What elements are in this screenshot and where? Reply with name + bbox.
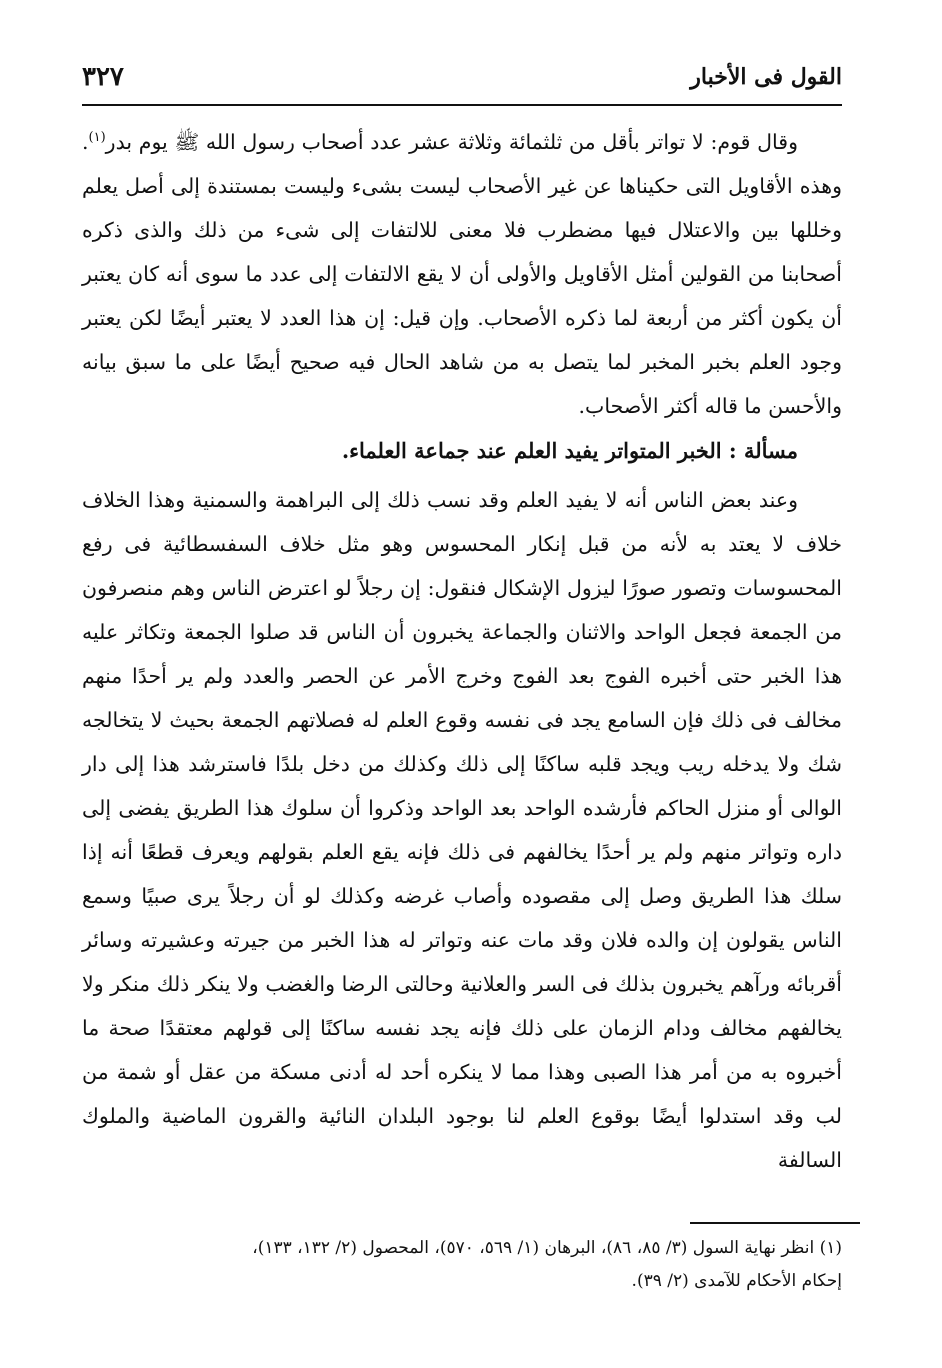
page-number: ٣٢٧ (82, 62, 124, 92)
header-divider (82, 104, 842, 106)
section-heading: مسألة : الخبر المتواتر يفيد العلم عند جماعة العلماء. (341, 438, 798, 463)
footnote-reference: (١) (88, 130, 106, 146)
paragraph-2: وعند بعض الناس أنه لا يفيد العلم وقد نسب ذلك إلى البراهمة والسمنية وهذا الخلاف خلاف لا يعتد به لأنه من قبل إنكار المحسوس وهو مثل خلاف السفسطائية فى رفع المحسوسات وتصور صورًا ليزول الإشكال فنقول: إن رجلاً لو اعترض الناس وهم منصرفون من الجمعة فجعل الواحد والاثنان والجماعة يخبرون أن الناس قد صلوا الجمعة وتكاثر عليه هذا الخبر حتى أخبره الفوج بعد الفوج وخرج الأمر عن الحصر والعدد ولم ير أحدًا منهم مخالف فى ذلك فإن السامع يجد فى نفسه وقوع العلم له فصلاتهم الجمعة بحيث لا يتخالجه شك ولا يدخله ريب ويجد قلبه ساكنًا إلى ذلك وكذلك من دخل بلدًا فاسترشد هذا إلى دار الوالى أو منزل الحاكم فأرشده الواحد بعد الواحد وذكروا أن سلوك هذا الطريق يفضى إلى داره وتواتر منهم ولم ير أحدًا يخالفهم فى ذلك فإنه يقع العلم بقولهم ويعرف قطعًا أنه إذا سلك هذا الطريق وصل إلى مقصوده وأصاب غرضه وكذلك لو أن رجلاً يرى صبيًا وسمع الناس يقولون إن والده فلان وقد مات عنه وتواتر له هذا الخبر من جيرته وعشيرته وسائر أقربائه ورآهم يخبرون بذلك فى السر والعلانية وحالتى الرضا والغضب ولا ينكر ذلك منكر ولا يخالفهم مخالف ودام الزمان على ذلك فإنه يجد نفسه ساكنًا إلى قولهم معتقدًا صحة ما أخبروه به من أمر هذا الصبى وهذا مما لا ينكره أحد له أدنى مسكة من عقل أو شمة من لب وقد استدلوا أيضًا بوقوع العلم لنا بوجود البلدان النائية والقرون الماضية والملوك السالفة (82, 488, 842, 1172)
running-title: القول فى الأخبار (690, 64, 842, 90)
footnote-1-line-2: إحكام الأحكام للآمدى (٢/ ٣٩). (631, 1271, 842, 1291)
paragraph-1-part-b: . وهذه الأقاويل التى حكيناها عن غير الأصحاب ليست بشىء وليست بمستندة إلى أصل يعلم وخللها بين والاعتلال فيها مضطرب فلا معنى للالتفات إلى شىء من ذلك والذى ذكره أصحابنا من القولين أمثل الأقاويل والأولى أن لا يقع الالتفات إلى عدد ما سوى أنه كان يعتبر أن يكون أكثر من أربعة لما ذكره الأصحاب. وإن قيل: إن هذا العدد لا يعتبر أيضًا لكن يعتبر وجود العلم بخبر المخبر لما يتصل به من شاهد الحال فيه صحيح أيضًا على ما سبق بيانه والأحسن ما قاله أكثر الأصحاب. (82, 130, 842, 418)
footnote-divider (690, 1222, 860, 1224)
footnote-1-line-1: (١) انظر نهاية السول (٣/ ٨٥، ٨٦)، البرهان (١/ ٥٦٩، ٥٧٠)، المحصول (٢/ ١٣٢، ١٣٣)، (252, 1238, 842, 1258)
paragraph-1-part-a: وقال قوم: لا تواتر بأقل من ثلثمائة وثلاثة عشر عدد أصحاب رسول الله ﷺ يوم بدر (105, 130, 798, 154)
page-header (82, 62, 842, 98)
main-text (82, 120, 842, 1182)
footnotes (82, 1232, 842, 1298)
paragraph-1 (82, 120, 842, 428)
